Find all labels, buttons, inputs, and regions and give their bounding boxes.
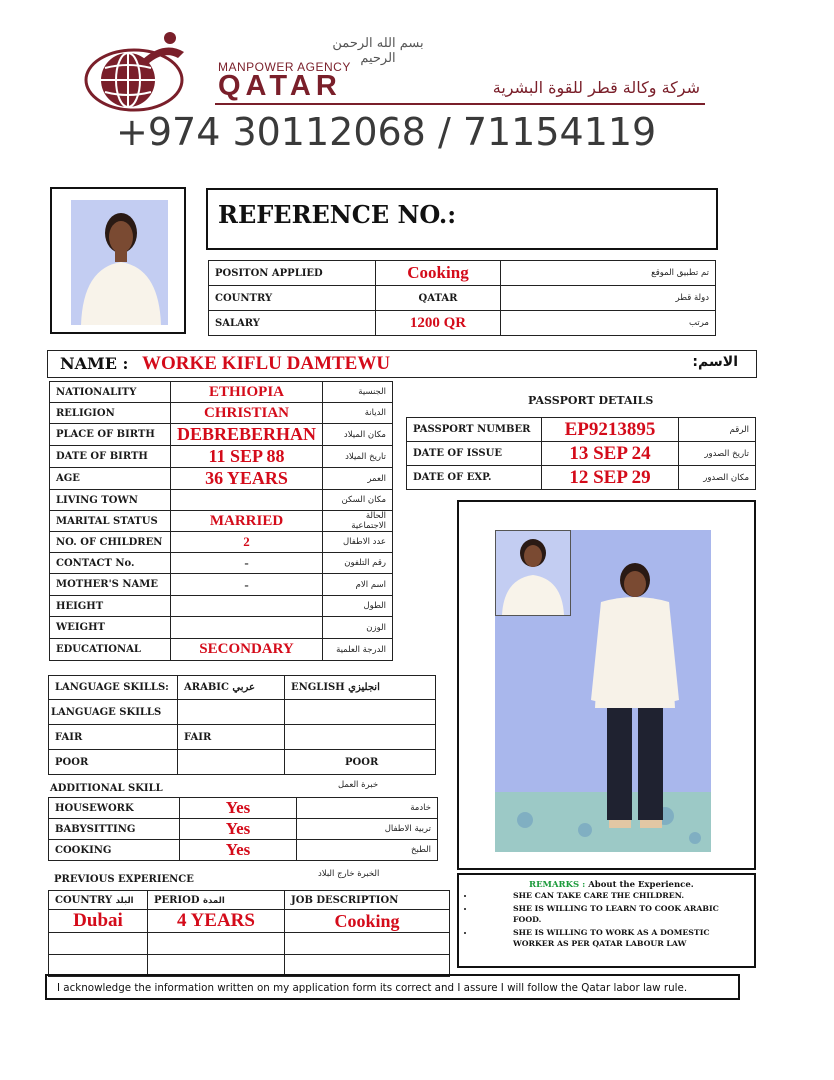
name-bar bbox=[47, 350, 757, 378]
portrait-photo-frame bbox=[50, 187, 186, 334]
position-label: POSITON APPLIED bbox=[209, 261, 376, 286]
personal-field-value: - bbox=[171, 574, 323, 596]
country-header-text: COUNTRY bbox=[55, 894, 113, 906]
babysitting-label-ar: تربية الاطفال bbox=[297, 819, 438, 840]
personal-field-value: 36 YEARS bbox=[171, 468, 323, 490]
agency-logo bbox=[82, 30, 192, 112]
passport-number-label-ar: الرقم bbox=[679, 418, 756, 442]
passport-number-label: PASSPORT NUMBER bbox=[407, 418, 542, 442]
personal-row bbox=[50, 639, 393, 661]
personal-row bbox=[50, 446, 393, 468]
personal-field-value: - bbox=[171, 553, 323, 574]
personal-field-label-ar: رقم التلفون bbox=[323, 553, 393, 574]
personal-field-label-ar: مكان الميلاد bbox=[323, 424, 393, 446]
personal-field-label-ar: عدد الاطفال bbox=[323, 532, 393, 553]
personal-field-value: 11 SEP 88 bbox=[171, 446, 323, 468]
language-skills-header: LANGUAGE SKILLS: bbox=[49, 676, 178, 700]
period-header-ar: المدة bbox=[203, 895, 225, 906]
personal-field-label-ar: اسم الام bbox=[323, 574, 393, 596]
previous-experience-title-ar: الخبرة خارج البلاد bbox=[318, 869, 380, 879]
arabic-column-header: ARABIC عربي bbox=[178, 676, 285, 700]
personal-row bbox=[50, 574, 393, 596]
personal-field-label-ar: الجنسية bbox=[323, 382, 393, 403]
personal-field-label: WEIGHT bbox=[50, 617, 171, 639]
personal-field-label-ar: تاريخ الميلاد bbox=[323, 446, 393, 468]
remark-item: • SHE CAN TAKE CARE THE CHILDREN. bbox=[475, 890, 745, 901]
personal-field-label-ar: الطول bbox=[323, 596, 393, 617]
country-label: COUNTRY bbox=[209, 286, 376, 311]
acknowledgement-text: I acknowledge the information written on my application form its correct and I assure I will follow the Qatar labor law rule. bbox=[57, 982, 688, 994]
personal-field-label-ar: الديانة bbox=[323, 403, 393, 424]
position-value: Cooking bbox=[376, 261, 501, 286]
housework-label: HOUSEWORK bbox=[49, 798, 180, 819]
date-of-exp-label-ar: مكان الصدور bbox=[679, 466, 756, 490]
salary-label-ar: مرتب bbox=[501, 311, 716, 336]
language-skills-row-label: LANGUAGE SKILLS bbox=[49, 700, 178, 725]
personal-field-label: CONTACT No. bbox=[50, 553, 171, 574]
english-poor-value: POOR bbox=[285, 750, 436, 775]
personal-field-value: 2 bbox=[171, 532, 323, 553]
personal-field-label: MOTHER'S NAME bbox=[50, 574, 171, 596]
date-of-exp-label: DATE OF EXP. bbox=[407, 466, 542, 490]
remark-item: • SHE IS WILLING TO WORK AS A DOMESTIC WORKER AS PER QATAR LABOUR LAW bbox=[475, 927, 745, 949]
personal-details-table bbox=[49, 381, 393, 661]
personal-row bbox=[50, 424, 393, 446]
passport-number-value: EP9213895 bbox=[542, 418, 679, 442]
personal-field-value: CHRISTIAN bbox=[171, 403, 323, 424]
name-value: WORKE KIFLU DAMTEWU bbox=[142, 353, 391, 374]
remarks-subtitle: About the Experience. bbox=[588, 880, 694, 890]
agency-name-big: QATAR bbox=[218, 70, 342, 102]
portrait-photo bbox=[71, 200, 168, 325]
job-column-header: JOB DESCRIPTION bbox=[285, 891, 450, 910]
housework-value: Yes bbox=[180, 798, 297, 819]
passport-table bbox=[406, 417, 756, 490]
personal-row bbox=[50, 382, 393, 403]
personal-field-label-ar: مكان السكن bbox=[323, 490, 393, 511]
experience-period-value: 4 YEARS bbox=[148, 910, 285, 933]
personal-field-label: MARITAL STATUS bbox=[50, 511, 171, 532]
personal-row bbox=[50, 490, 393, 511]
babysitting-value: Yes bbox=[180, 819, 297, 840]
date-of-issue-label-ar: تاريخ الصدور bbox=[679, 442, 756, 466]
position-label-ar: تم تطبيق الموقع bbox=[501, 261, 716, 286]
inset-portrait-photo bbox=[495, 530, 571, 616]
personal-field-value bbox=[171, 490, 323, 511]
housework-label-ar: خادمة bbox=[297, 798, 438, 819]
experience-job-value: Cooking bbox=[285, 910, 450, 933]
remarks-list bbox=[459, 888, 745, 949]
fair-row-label: FAIR bbox=[49, 725, 178, 750]
personal-field-label: DATE OF BIRTH bbox=[50, 446, 171, 468]
additional-skill-title: ADDITIONAL SKILL bbox=[50, 783, 163, 794]
personal-field-label: EDUCATIONAL bbox=[50, 639, 171, 661]
additional-skill-title-ar: خبرة العمل bbox=[338, 780, 379, 790]
position-table bbox=[208, 260, 716, 336]
phone-number: +974 30112068 / 71154119 bbox=[116, 110, 657, 154]
personal-field-label: HEIGHT bbox=[50, 596, 171, 617]
personal-row bbox=[50, 617, 393, 639]
salary-label: SALARY bbox=[209, 311, 376, 336]
country-value: QATAR bbox=[376, 286, 501, 311]
english-column-header: ENGLISH انجليزي bbox=[285, 676, 436, 700]
reference-label: REFERENCE NO.: bbox=[218, 200, 457, 229]
date-of-issue-value: 13 SEP 24 bbox=[542, 442, 679, 466]
header-rule bbox=[215, 103, 705, 105]
personal-field-label-ar: العمر bbox=[323, 468, 393, 490]
cooking-label: COOKING bbox=[49, 840, 180, 861]
personal-field-label: NO. OF CHILDREN bbox=[50, 532, 171, 553]
date-of-issue-label: DATE OF ISSUE bbox=[407, 442, 542, 466]
agency-name-arabic: شركة وكالة قطر للقوة البشرية bbox=[492, 78, 700, 97]
personal-row bbox=[50, 403, 393, 424]
personal-row bbox=[50, 596, 393, 617]
personal-field-label-ar: الوزن bbox=[323, 617, 393, 639]
personal-field-value bbox=[171, 596, 323, 617]
remark-item: • SHE IS WILLING TO LEARN TO COOK ARABIC FOOD. bbox=[475, 903, 745, 925]
personal-field-label-ar: الحالة الاجتماعية bbox=[323, 511, 393, 532]
personal-field-value bbox=[171, 617, 323, 639]
period-header-text: PERIOD bbox=[154, 894, 200, 906]
acknowledgement-box bbox=[45, 974, 740, 1000]
name-label: NAME : bbox=[60, 354, 129, 373]
language-table bbox=[48, 675, 436, 775]
passport-title: PASSPORT DETAILS bbox=[528, 394, 654, 407]
personal-field-label: PLACE OF BIRTH bbox=[50, 424, 171, 446]
country-header-ar: البلد bbox=[115, 895, 134, 906]
personal-field-value: SECONDARY bbox=[171, 639, 323, 661]
agency-name-small: MANPOWER AGENCY bbox=[218, 60, 351, 74]
name-label-ar: الاسم: bbox=[692, 354, 738, 370]
poor-row-label: POOR bbox=[49, 750, 178, 775]
cooking-label-ar: الطبخ bbox=[297, 840, 438, 861]
personal-field-label: RELIGION bbox=[50, 403, 171, 424]
reference-box bbox=[206, 188, 718, 250]
personal-field-label-ar: الدرجة العلمية bbox=[323, 639, 393, 661]
country-label-ar: دولة قطر bbox=[501, 286, 716, 311]
personal-row bbox=[50, 468, 393, 490]
cooking-value: Yes bbox=[180, 840, 297, 861]
babysitting-label: BABYSITTING bbox=[49, 819, 180, 840]
personal-field-label: AGE bbox=[50, 468, 171, 490]
experience-table bbox=[48, 890, 450, 977]
country-column-header bbox=[49, 891, 148, 910]
personal-row bbox=[50, 532, 393, 553]
personal-field-value: DEBREBERHAN bbox=[171, 424, 323, 446]
arabic-fair-value: FAIR bbox=[178, 725, 285, 750]
experience-country-value: Dubai bbox=[49, 910, 148, 933]
full-photo-frame bbox=[457, 500, 756, 870]
personal-field-label: LIVING TOWN bbox=[50, 490, 171, 511]
personal-row bbox=[50, 553, 393, 574]
personal-field-value: MARRIED bbox=[171, 511, 323, 532]
previous-experience-title: PREVIOUS EXPERIENCE bbox=[54, 874, 194, 885]
period-column-header bbox=[148, 891, 285, 910]
personal-row bbox=[50, 511, 393, 532]
additional-skill-table bbox=[48, 797, 438, 861]
personal-field-value: ETHIOPIA bbox=[171, 382, 323, 403]
salary-value: 1200 QR bbox=[376, 311, 501, 336]
remarks-title: REMARKS : bbox=[529, 880, 586, 890]
remarks-box bbox=[457, 873, 756, 968]
date-of-exp-value: 12 SEP 29 bbox=[542, 466, 679, 490]
bismillah-calligraphy: بسم الله الرحمن الرحيم bbox=[332, 36, 424, 66]
personal-field-label: NATIONALITY bbox=[50, 382, 171, 403]
